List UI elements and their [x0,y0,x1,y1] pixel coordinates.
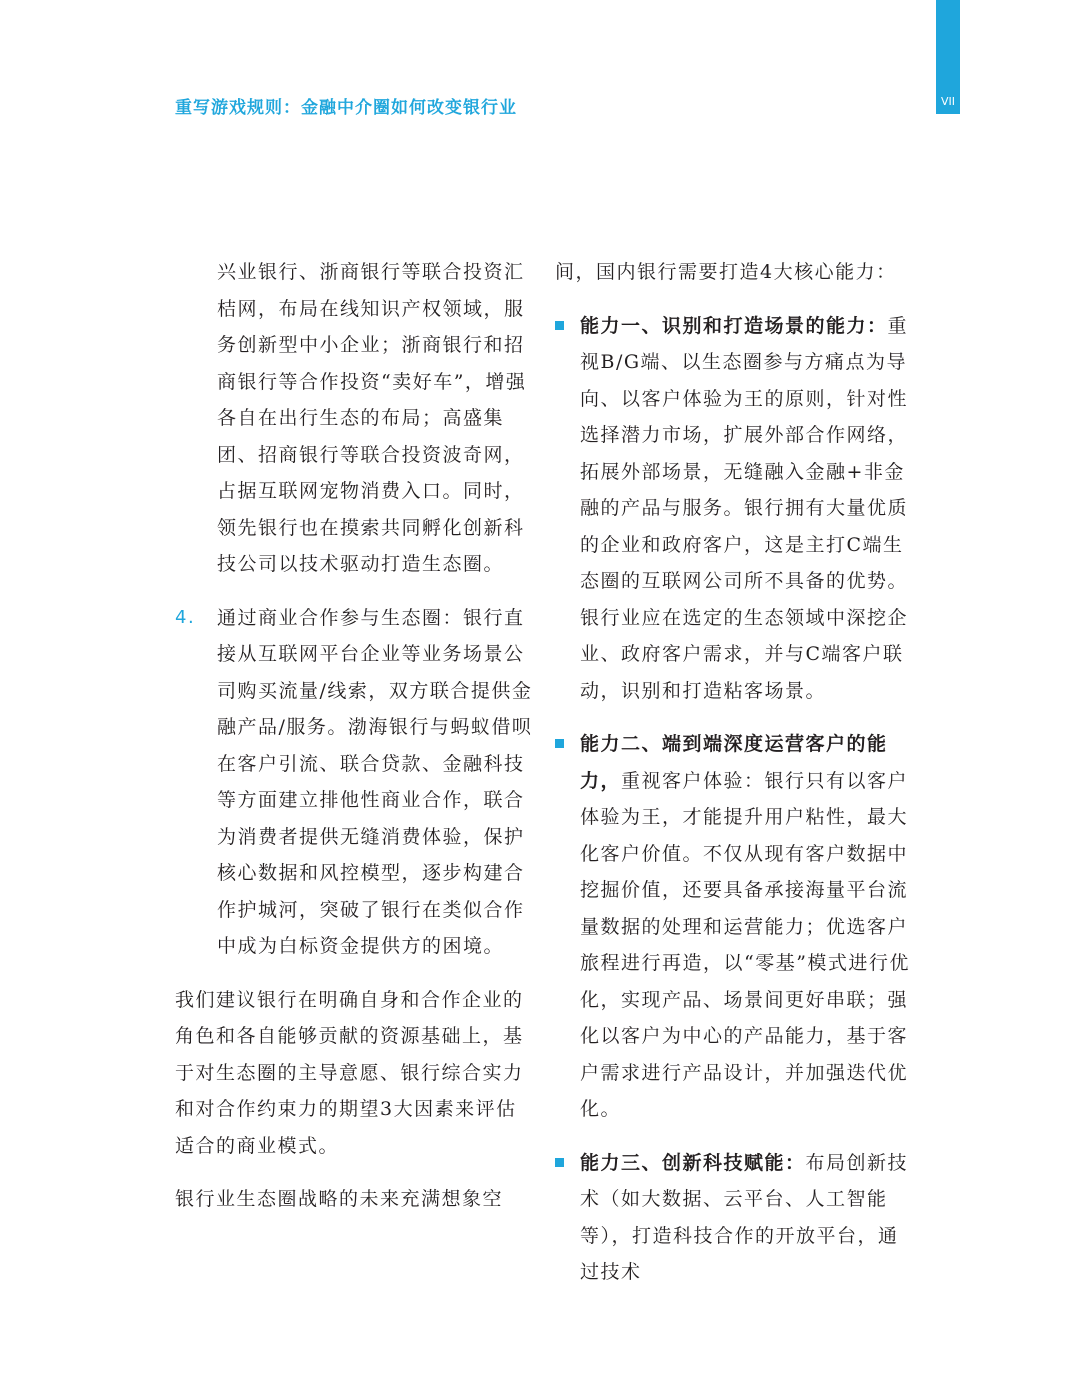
square-bullet-icon [555,321,564,330]
bullet-body: 重视客户体验：银行只有以客户体验为王，才能提升用户粘性，最大化客户价值。不仅从现有客户数据中挖掘价值，还要具备承接海量平台流量数据的处理和运营能力；优选客户旅程进行再造，以“零基”模式进行优化，实现产品、场景间更好串联；强化以客户为中心的产品能力，基于客户需求进行产品设计，并加强迭代优化。 [580,769,910,1120]
square-bullet-icon [555,739,564,748]
right-column [555,254,915,1291]
item-heading: 通过商业合作参与生态圈： [217,606,464,629]
body-paragraph: 银行业生态圈战略的未来充满想象空 [175,1188,504,1210]
numbered-item-4 [175,600,535,965]
left-column [175,254,535,1218]
bullet-body: 布局创新技术（如大数据、云平台、人工智能等），打造科技合作的开放平台，通过技术 [580,1151,909,1283]
item-number: 4. [175,606,196,628]
bullet-text [580,726,915,1128]
continued-paragraph: 兴业银行、浙商银行等联合投资汇桔网，布局在线知识产权领域，服务创新型中小企业；浙商银行和招商银行等合作投资“卖好车”，增强各自在出行生态的布局；高盛集团、招商银行等联合投资波奇网，占据互联网宠物消费入口。同时，领先银行也在摸索共同孵化创新科技公司以技术驱动打造生态圈。 [217,261,527,575]
page-number: VII [940,95,955,108]
bullet-text [580,1145,915,1291]
item-body: 银行直接从互联网平台企业等业务场景公司购买流量/线索，双方联合提供金融产品/服务。渤海银行与蚂蚁借呗在客户引流、联合贷款、金融科技等方面建立排他性商业合作，联合为消费者提供无缝消费体验，保护核心数据和风控模型，逐步构建合作护城河，突破了银行在类似合作中成为白标资金提供方的困境。 [217,606,533,957]
item-text [217,600,535,965]
bullet-text [580,308,915,710]
capability-bullet-3 [555,1145,915,1291]
running-header: 重写游戏规则：金融中介圈如何改变银行业 [175,98,517,118]
capability-bullet-1 [555,308,915,710]
bullet-heading: 能力一、识别和打造场景的能力： [580,314,888,337]
body-paragraph: 我们建议银行在明确自身和合作企业的角色和各自能够贡献的资源基础上，基于对生态圈的主导意愿、银行综合实力和对合作约束力的期望3大因素来评估适合的商业模式。 [175,988,524,1157]
bullet-body: 重视B/G端、以生态圈参与方痛点为导向、以客户体验为王的原则，针对性选择潜力市场，扩展外部合作网络，拓展外部场景，无缝融入金融+非金融的产品与服务。银行拥有大量优质的企业和政府客户，这是主打C端生态圈的互联网公司所不具备的优势。银行业应在选定的生态领域中深挖企业、政府客户需求，并与C端客户联动，识别和打造粘客场景。 [580,314,909,702]
bullet-heading: 能力三、创新科技赋能： [580,1151,806,1174]
bullet-heading: 能力二、端到端深度运营客户的能力， [580,733,888,792]
intro-paragraph: 间，国内银行需要打造4大核心能力： [555,261,897,283]
square-bullet-icon [555,1158,564,1167]
capability-bullet-2 [555,726,915,1128]
